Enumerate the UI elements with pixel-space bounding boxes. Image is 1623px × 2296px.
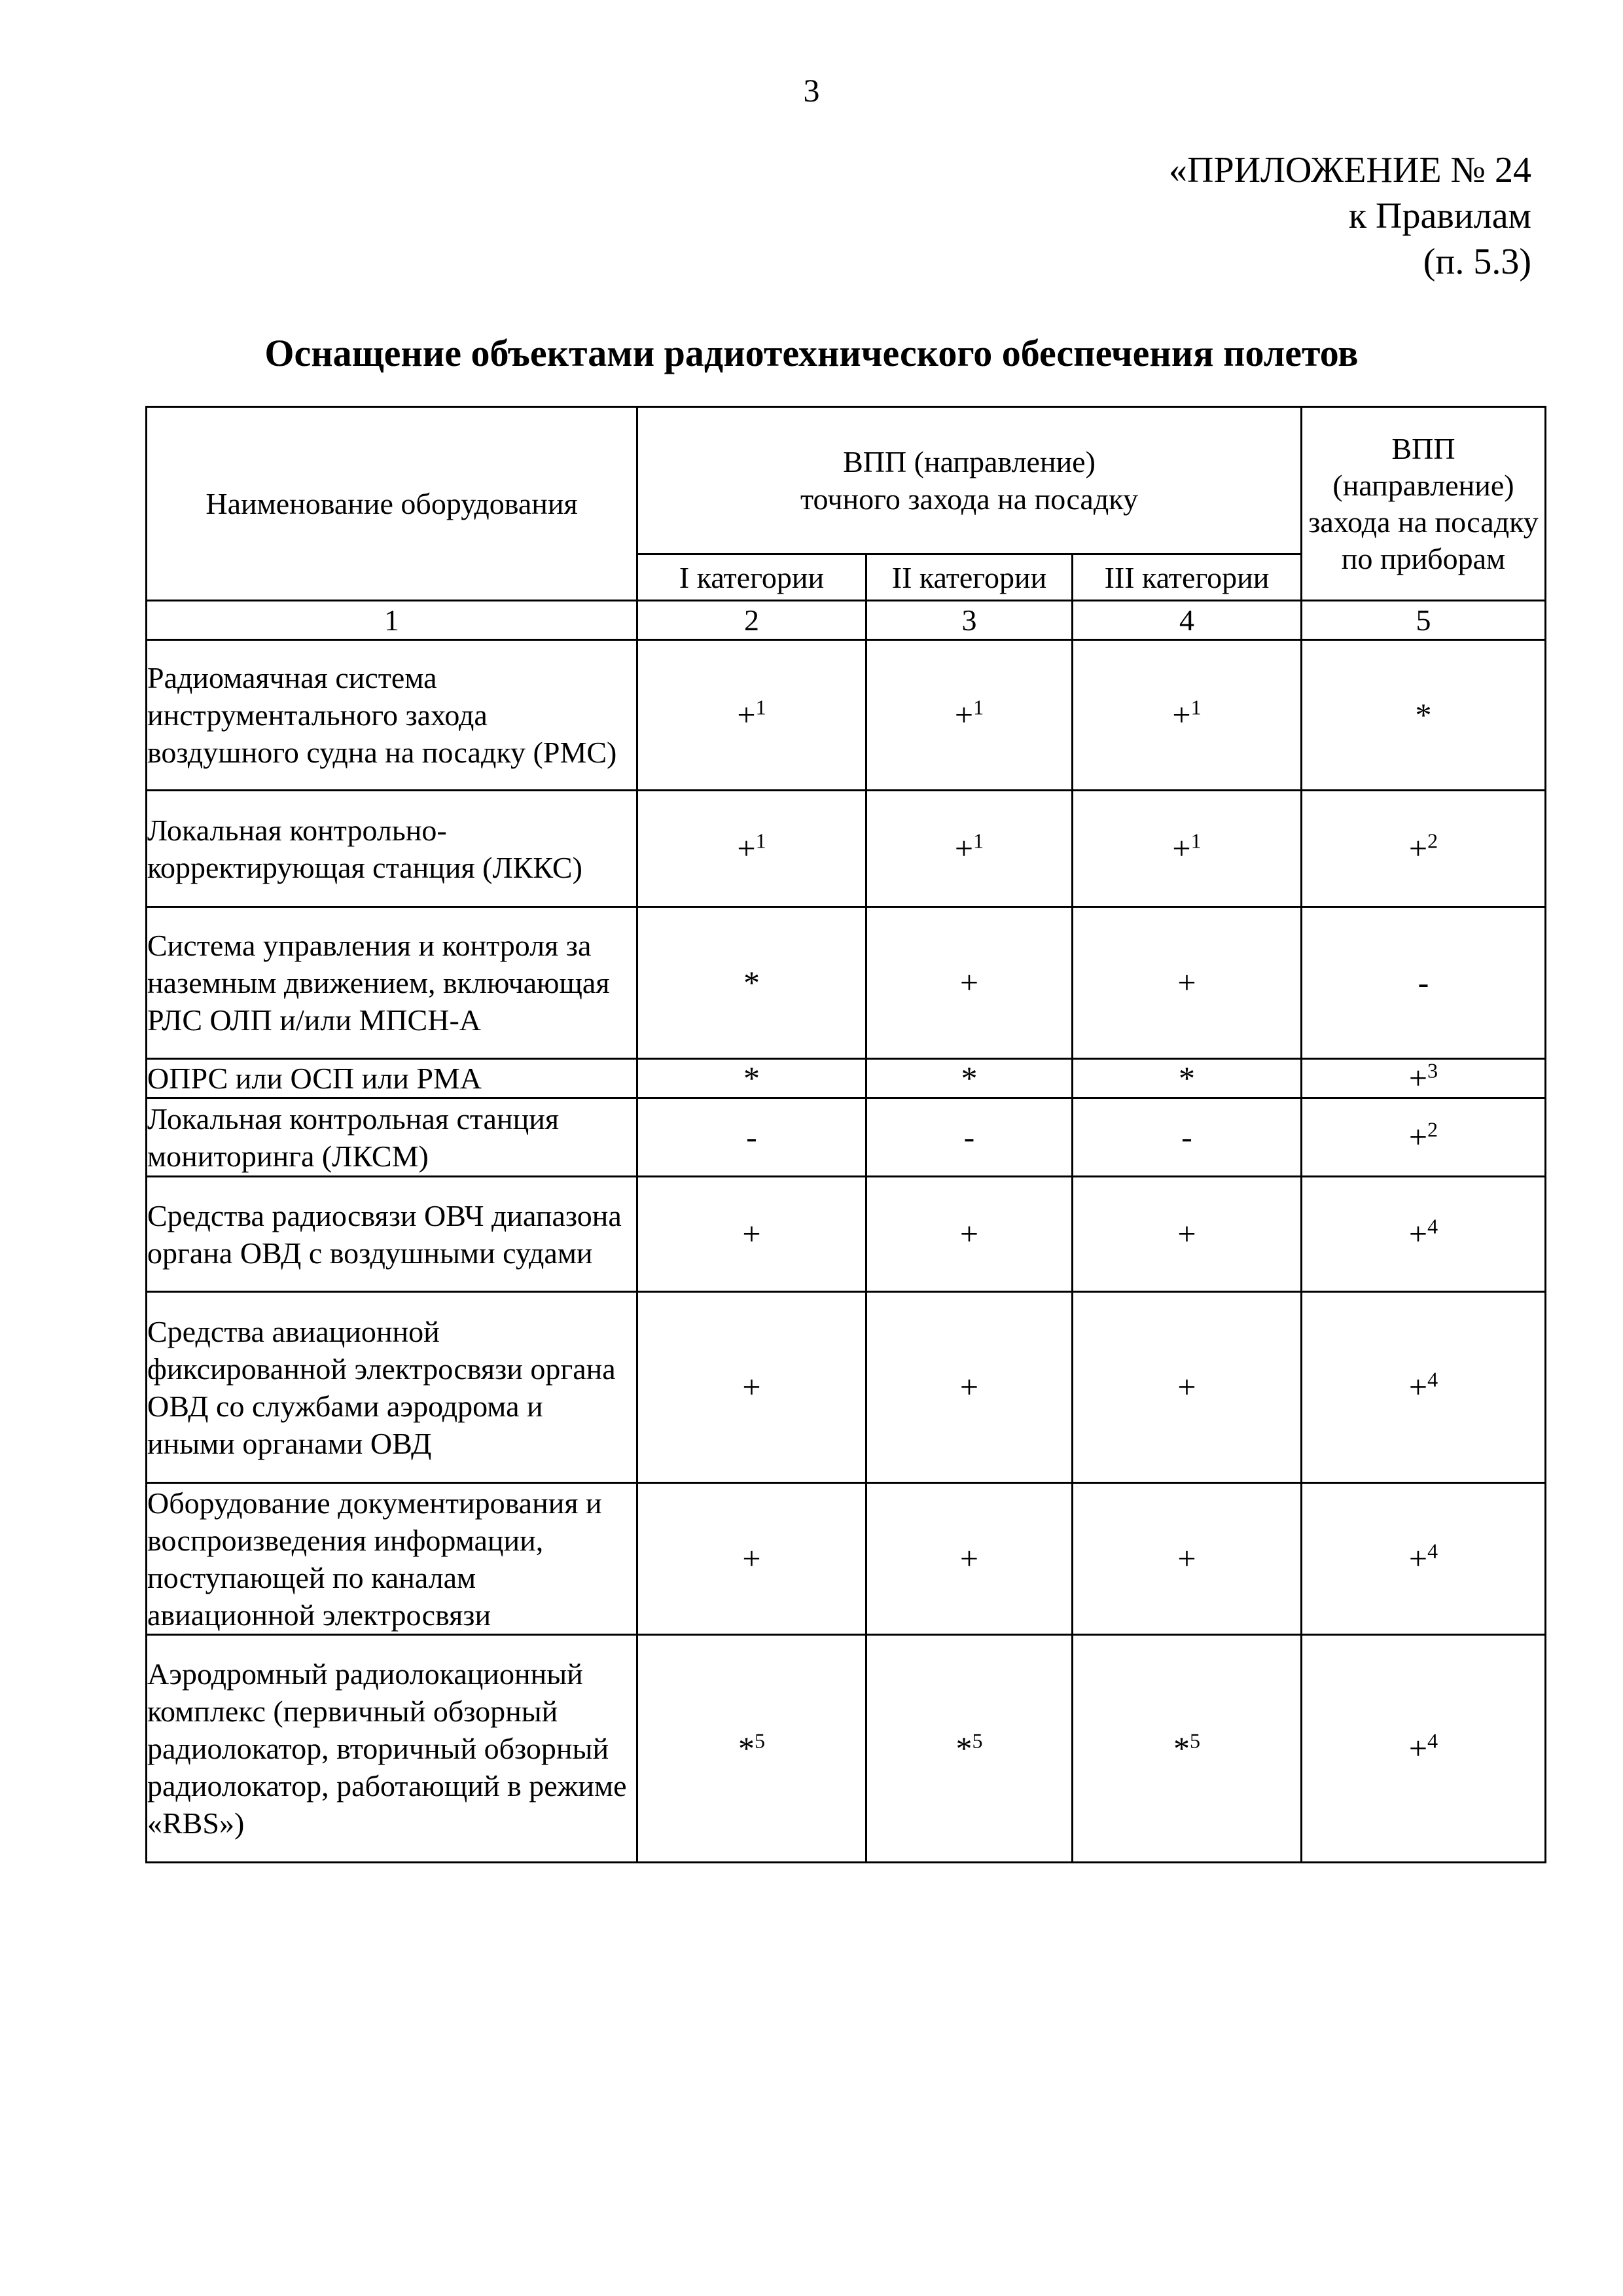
header-category-2: II категории xyxy=(866,554,1073,601)
appendix-reference xyxy=(1169,147,1531,285)
equipment-name: Радиомаячная система инструментального захода воздушного судна на посадку (РМС) xyxy=(147,640,637,791)
header-instrument-approach: ВПП (направление) захода на посадку по приборам xyxy=(1302,407,1546,601)
cell-cat2: +$^1$ xyxy=(866,640,1073,791)
cell-cat3: + xyxy=(1073,1483,1302,1635)
document-title: Оснащение объектами радиотехнического обеспечения полетов xyxy=(264,332,1359,374)
equipment-name: ОПРС или ОСП или РМА xyxy=(147,1059,637,1098)
appendix-paragraph: (п. 5.3) xyxy=(1423,242,1531,282)
table-row xyxy=(147,1177,1546,1292)
equipment-name: Средства авиационной фиксированной электросвязи органа ОВД со службами аэродрома и иными органами ОВД xyxy=(147,1292,637,1483)
table-row xyxy=(147,1059,1546,1098)
table-row xyxy=(147,1483,1546,1635)
equipment-name: Средства радиосвязи ОВЧ диапазона органа ОВД с воздушными судами xyxy=(147,1177,637,1292)
equipment-name: Система управления и контроля за наземным движением, включающая РЛС ОЛП и/или МПСН-А xyxy=(147,907,637,1059)
cell-instrument: +$^4$ xyxy=(1302,1635,1546,1863)
cell-instrument: - xyxy=(1302,907,1546,1059)
cell-cat3: + xyxy=(1073,1177,1302,1292)
cell-cat3: + xyxy=(1073,907,1302,1059)
cell-cat3: *$^5$ xyxy=(1073,1635,1302,1863)
cell-cat2: *$^5$ xyxy=(866,1635,1073,1863)
equipment-name: Аэродромный радиолокационный комплекс (первичный обзорный радиолокатор, вторичный обзорный радиолокатор, работающий в режиме «RBS») xyxy=(147,1635,637,1863)
cell-cat1: *$^5$ xyxy=(637,1635,866,1863)
cell-cat1: +$^1$ xyxy=(637,640,866,791)
cell-cat3: + xyxy=(1073,1292,1302,1483)
cell-cat1: * xyxy=(637,1059,866,1098)
cell-cat1: + xyxy=(637,1483,866,1635)
equipment-name: Локальная контрольная станция мониторинга (ЛКСМ) xyxy=(147,1098,637,1177)
cell-instrument: +$^4$ xyxy=(1302,1483,1546,1635)
column-number-row xyxy=(147,601,1546,640)
table-row xyxy=(147,640,1546,791)
page-number: 3 xyxy=(803,72,820,109)
header-precision-approach xyxy=(637,407,1302,554)
cell-cat2: + xyxy=(866,1483,1073,1635)
cell-cat2: + xyxy=(866,1177,1073,1292)
cell-cat2: + xyxy=(866,907,1073,1059)
table-row xyxy=(147,907,1546,1059)
equipment-table xyxy=(145,406,1546,1863)
column-number: 3 xyxy=(866,601,1073,640)
header-equipment-name: Наименование оборудования xyxy=(147,407,637,601)
cell-cat1: + xyxy=(637,1177,866,1292)
column-number: 5 xyxy=(1302,601,1546,640)
header-precision-line2: точного захода на посадку xyxy=(800,482,1138,516)
cell-instrument: +$^3$ xyxy=(1302,1059,1546,1098)
appendix-rules: к Правилам xyxy=(1348,196,1531,236)
column-number: 4 xyxy=(1073,601,1302,640)
cell-cat2: * xyxy=(866,1059,1073,1098)
header-precision-line1: ВПП (направление) xyxy=(843,445,1096,478)
cell-cat3: +$^1$ xyxy=(1073,640,1302,791)
cell-instrument: +$^4$ xyxy=(1302,1177,1546,1292)
equipment-name: Оборудование документирования и воспроизведения информации, поступающей по каналам авиационной электросвязи xyxy=(147,1483,637,1635)
column-number: 2 xyxy=(637,601,866,640)
cell-instrument: * xyxy=(1302,640,1546,791)
header-category-1: I категории xyxy=(637,554,866,601)
cell-cat3: - xyxy=(1073,1098,1302,1177)
table-row xyxy=(147,1292,1546,1483)
table-row xyxy=(147,1635,1546,1863)
cell-instrument: +$^2$ xyxy=(1302,1098,1546,1177)
appendix-title: «ПРИЛОЖЕНИЕ № 24 xyxy=(1169,150,1531,190)
cell-cat3: * xyxy=(1073,1059,1302,1098)
cell-cat2: - xyxy=(866,1098,1073,1177)
cell-cat1: + xyxy=(637,1292,866,1483)
cell-cat3: +$^1$ xyxy=(1073,791,1302,907)
cell-instrument: +$^4$ xyxy=(1302,1292,1546,1483)
cell-cat1: +$^1$ xyxy=(637,791,866,907)
cell-cat1: - xyxy=(637,1098,866,1177)
table-row xyxy=(147,791,1546,907)
equipment-name: Локальная контрольно-корректирующая станция (ЛККС) xyxy=(147,791,637,907)
cell-instrument: +$^2$ xyxy=(1302,791,1546,907)
column-number: 1 xyxy=(147,601,637,640)
cell-cat2: + xyxy=(866,1292,1073,1483)
cell-cat2: +$^1$ xyxy=(866,791,1073,907)
cell-cat1: * xyxy=(637,907,866,1059)
table-row xyxy=(147,1098,1546,1177)
header-category-3: III категории xyxy=(1073,554,1302,601)
